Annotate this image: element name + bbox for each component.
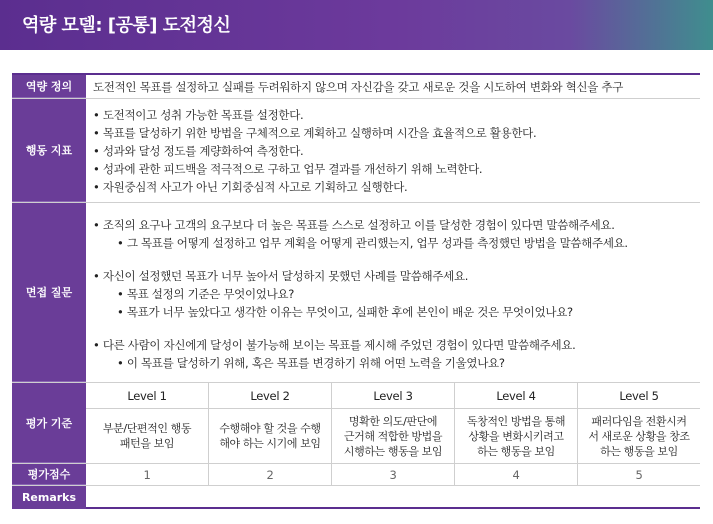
level-line: 시행하는 행동을 보임 [343,444,443,458]
level-line: 수행해야 할 것을 수행 [219,422,321,435]
indicator-item: • 도전적이고 성취 가능한 목표를 설정한다. [93,108,304,122]
indicators-label: 행동 지표 [12,99,86,202]
level-column [209,383,332,463]
indicators-list [86,99,700,202]
level-line: 서 새로운 상황을 창조 [588,429,690,443]
score-cell[interactable]: 1 [86,464,209,485]
interview-subquestion: • 이 목표를 달성하기 위해, 혹은 목표를 변경하기 위해 어떤 노력을 기울였나요? [117,356,505,370]
remarks-row [12,486,700,509]
evaluation-levels [86,383,700,463]
interview-question: • 자신이 설정했던 목표가 너무 높아서 달성하지 못했던 사례를 말씀해주세요. [93,269,469,283]
score-cells [86,464,700,485]
interview-questions [86,203,700,382]
level-line: 해야 하는 시기에 보임 [219,437,321,450]
level-line: 근거해 적합한 방법을 [343,429,443,443]
definition-cell [86,75,700,98]
interview-subquestion: • 목표가 너무 높았다고 생각한 이유는 무엇이고, 실패한 후에 본인이 배운 것은 무엇이었나요? [117,305,573,319]
indicator-item: • 성과와 달성 정도를 계량화하여 측정한다. [93,144,304,158]
level-header: Level 4 [455,383,577,409]
indicators-row [12,99,700,203]
definition-label: 역량 정의 [12,75,86,98]
level-column [86,383,209,463]
level-description [459,409,573,463]
score-cell[interactable]: 2 [209,464,332,485]
level-line: 하는 행동을 보임 [477,444,555,458]
competency-table [12,73,700,509]
definition-row [12,75,700,99]
score-row [12,464,700,486]
level-description [336,409,450,463]
level-line: 부분/단편적인 행동 [102,422,192,435]
score-cell[interactable]: 3 [332,464,455,485]
page-header [0,0,713,50]
level-line: 패러다임을 전환시켜 [591,414,687,428]
level-header: Level 1 [86,383,208,409]
evaluation-label: 평가 기준 [12,383,86,463]
level-description [582,409,696,463]
level-header: Level 3 [332,383,454,409]
remarks-field[interactable] [86,486,700,509]
indicator-item: • 자원중심적 사고가 아닌 기회중심적 사고로 기획하고 실행한다. [93,180,408,194]
level-header: Level 2 [209,383,331,409]
level-description [90,409,204,463]
level-line: 상황을 변화시키려고 [468,429,564,443]
evaluation-row [12,383,700,464]
score-cell[interactable]: 4 [455,464,578,485]
page-title: 역량 모델: [공통] 도전정신 [22,15,231,36]
level-line: 독창적인 방법을 통해 [466,414,566,428]
interview-subquestion: • 목표 설정의 기준은 무엇이었나요? [117,287,295,301]
level-line: 패턴을 보임 [119,437,175,450]
level-line: 명확한 의도/판단에 [348,414,438,428]
remarks-label: Remarks [12,486,86,509]
level-column [455,383,578,463]
interview-label: 면접 질문 [12,203,86,382]
indicator-item: • 성과에 관한 피드백을 적극적으로 구하고 업무 결과를 개선하기 위해 노력한다. [93,162,483,176]
level-description [213,409,327,463]
interview-subquestion: • 그 목표를 어떻게 설정하고 업무 계획을 어떻게 관리했는지, 업무 성과를 측정했던 방법을 말씀해주세요. [117,236,628,250]
definition-text: 도전적인 목표를 설정하고 실패를 두려워하지 않으며 자신감을 갖고 새로운 것을 시도하여 변화와 혁신을 추구 [93,80,624,94]
indicator-item: • 목표를 달성하기 위한 방법을 구체적으로 계획하고 실행하며 시간을 효율적으로 활용한다. [93,126,537,140]
level-column [332,383,455,463]
level-header: Level 5 [578,383,700,409]
score-label: 평가점수 [12,464,86,485]
interview-row [12,203,700,383]
interview-question: • 다른 사람이 자신에게 달성이 불가능해 보이는 목표를 제시해 주었던 경험이 있다면 말씀해주세요. [93,338,576,352]
level-line: 하는 행동을 보임 [600,444,678,458]
level-column [578,383,700,463]
score-cell[interactable]: 5 [635,467,643,482]
interview-question: • 조직의 요구나 고객의 요구보다 더 높은 목표를 스스로 설정하고 이를 달성한 경험이 있다면 말씀해주세요. [93,218,615,232]
